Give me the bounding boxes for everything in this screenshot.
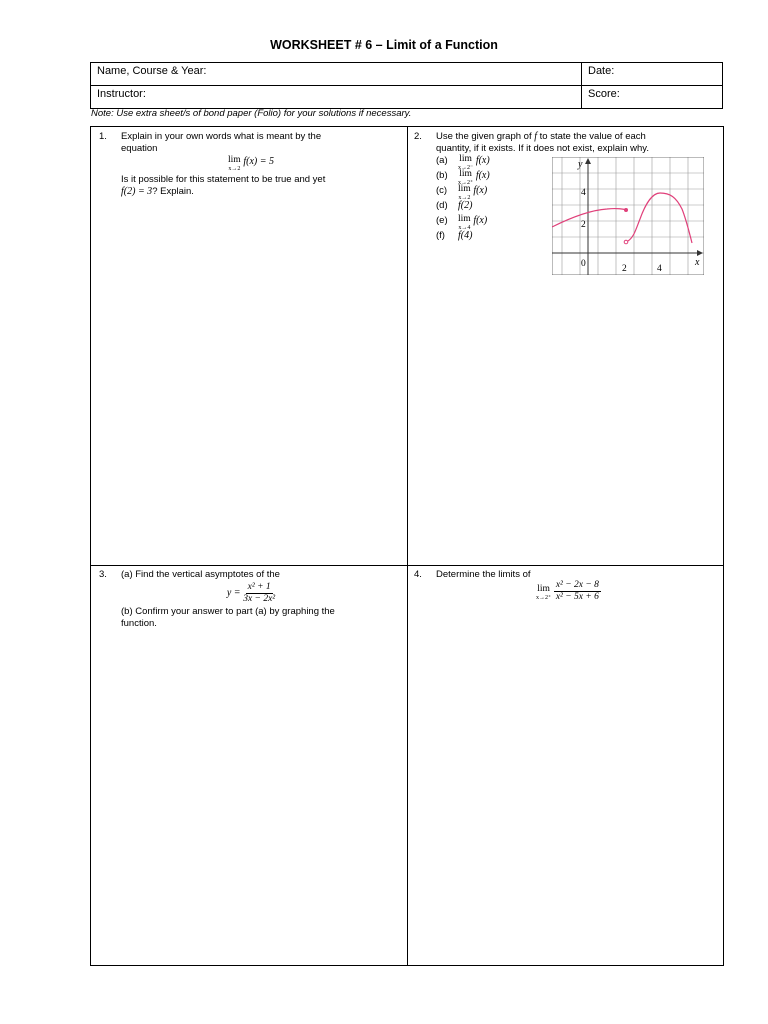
item-expression: f(4): [458, 230, 473, 241]
problem-3-equation: [121, 582, 381, 605]
item-expression: f(x): [473, 215, 488, 226]
explain-text: ? Explain.: [152, 186, 194, 197]
problem-1: [99, 131, 399, 561]
problem-1-text-line4: [121, 186, 381, 198]
equation-body: f(x) = 5: [243, 156, 274, 167]
filled-point-at-2: [624, 208, 628, 212]
item-label: (d): [436, 200, 448, 211]
y-equals: y =: [226, 587, 241, 599]
problem-2-number: 2.: [414, 131, 422, 142]
problem-3-number: 3.: [99, 569, 107, 580]
note-text: Note: Use extra sheet/s of bond paper (Folio) for your solutions if necessary.: [91, 108, 412, 119]
lim-subscript: x→2⁻: [458, 165, 474, 171]
problems-grid: [90, 126, 724, 966]
student-info-table: [90, 62, 723, 109]
lim-operator: lim: [459, 169, 472, 179]
problem-2-text-a: Use the given graph of: [436, 131, 532, 142]
numerator: x² − 2x − 8: [555, 579, 599, 590]
x-axis-label: x: [695, 257, 700, 268]
x-tick-4: 4: [657, 264, 662, 274]
problem-1-text-line3: Is it possible for this statement to be true and yet: [121, 174, 326, 185]
problem-4: [414, 569, 716, 959]
item-expression: f(x): [475, 155, 490, 166]
function-graph: [552, 157, 704, 275]
problem-3: [99, 569, 399, 959]
item-label: (c): [436, 185, 448, 196]
item-expression: f(x): [473, 185, 488, 196]
lim-operator: lim: [459, 154, 472, 164]
lim-subscript: x→4: [458, 225, 471, 231]
item-label: (f): [436, 230, 445, 241]
problem-3-text-line1: (a) Find the vertical asymptotes of the: [121, 569, 280, 580]
fraction: [243, 582, 275, 605]
denominator: 3x − 2x²: [243, 594, 276, 604]
problem-4-equation: [536, 579, 601, 603]
item-d: [436, 200, 546, 215]
score-field[interactable]: Score:: [582, 86, 723, 109]
item-expression: f(x): [475, 170, 490, 181]
problem-4-text-line1: Determine the limits of: [436, 569, 531, 580]
problem-3-text-line2: (b) Confirm your answer to part (a) by graphing the: [121, 606, 335, 617]
graph-background: [552, 157, 704, 275]
problem-2: [414, 131, 716, 561]
problem-1-number: 1.: [99, 131, 107, 142]
lim-operator: lim: [458, 184, 471, 194]
lim-subscript: x→2: [228, 166, 241, 172]
lim-subscript: x→2⁺: [458, 180, 474, 186]
origin-label: 0: [581, 259, 586, 269]
problem-2-text-b: to state the value of each: [539, 131, 646, 142]
grid-divider-horizontal: [91, 565, 723, 566]
name-course-year-field[interactable]: Name, Course & Year:: [91, 63, 582, 86]
item-e: [436, 215, 546, 230]
item-label: (b): [436, 170, 448, 181]
problem-1-text-line2: equation: [121, 143, 158, 154]
problem-2-text-line2: quantity, if it exists. If it does not exist, explain why.: [436, 143, 649, 154]
lim-subscript: x→2⁺: [536, 595, 552, 601]
item-a: [436, 155, 546, 170]
problem-2-items: [436, 155, 546, 245]
fraction: [554, 580, 601, 603]
problem-1-text-line1: Explain in your own words what is meant by the: [121, 131, 322, 142]
worksheet-title: WORKSHEET # 6 – Limit of a Function: [270, 38, 498, 52]
lim-operator: lim: [458, 214, 471, 224]
f2-expression: f(2) = 3: [121, 186, 153, 197]
item-expression: f(2): [458, 200, 473, 211]
item-label: (a): [436, 155, 448, 166]
problem-3-text-line3: function.: [121, 618, 157, 629]
f-symbol: f: [534, 131, 538, 142]
numerator: x² + 1: [247, 582, 271, 592]
problem-1-equation: [121, 156, 381, 174]
problem-4-number: 4.: [414, 569, 422, 580]
date-field[interactable]: Date:: [582, 63, 723, 86]
y-tick-2: 2: [581, 220, 586, 230]
denominator: x² − 5x + 6: [555, 591, 599, 602]
grid-divider-vertical: [407, 127, 408, 965]
x-tick-2: 2: [622, 264, 627, 274]
lim-subscript: x→2: [458, 195, 471, 201]
lim-operator: lim: [537, 584, 550, 594]
instructor-field[interactable]: Instructor:: [91, 86, 582, 109]
problem-2-text-line1: [436, 131, 711, 143]
item-f: [436, 230, 546, 245]
item-b: [436, 170, 546, 185]
item-label: (e): [436, 215, 448, 226]
open-point-at-2: [624, 240, 628, 244]
lim-operator: lim: [228, 155, 241, 165]
y-axis-label: y: [578, 159, 583, 170]
item-c: [436, 185, 546, 200]
y-tick-4: 4: [581, 188, 586, 198]
